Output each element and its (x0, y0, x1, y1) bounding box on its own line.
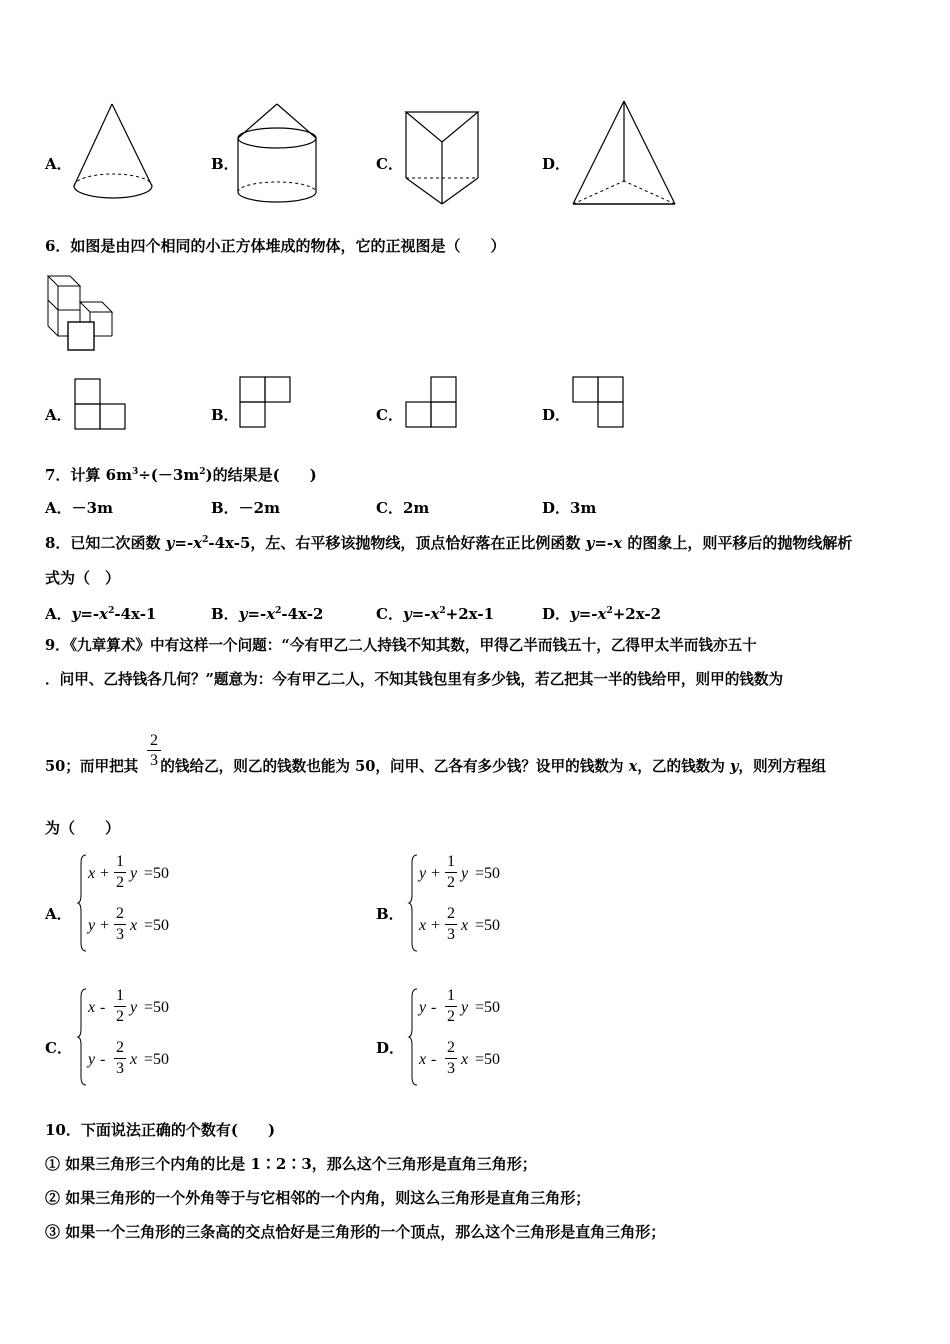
q5-option-b-label[interactable]: B． (211, 155, 239, 173)
left-brace-icon (409, 987, 419, 1087)
q9-option-a-label[interactable]: A． (45, 905, 72, 923)
q10-statement-1: ① 如果三角形三个内角的比是 1∶2∶3，那么这个三角形是直角三角形； (45, 1155, 537, 1173)
q9-option-c-system[interactable]: x - 1 2 y =50 y - 2 3 x =50 (78, 987, 218, 1087)
q8-option-a[interactable]: A．$y=-x^2-4x-1$ (45, 605, 157, 623)
triangular-pyramid-figure (567, 96, 682, 211)
q8-option-b[interactable]: B．$y=-x^2-4x-2$ (211, 605, 324, 623)
front-view-option-b (239, 376, 293, 431)
q9-stem-line4: 为（ ） (45, 819, 121, 837)
stacked-cubes-figure (44, 272, 119, 357)
front-view-option-d (572, 376, 626, 431)
q9-option-b-system[interactable]: y + 1 2 y =50 x + 2 3 x =50 (409, 853, 549, 953)
q9-fraction-two-thirds: 2 3 (147, 731, 161, 770)
q6-option-b-label[interactable]: B． (211, 406, 239, 424)
front-view-option-a (74, 378, 128, 433)
q6-option-c-label[interactable]: C． (376, 406, 403, 424)
front-view-option-c (405, 376, 459, 431)
q8-option-d[interactable]: D．$y=-x^2+2x-2$ (542, 605, 662, 623)
q9-option-d-label[interactable]: D． (376, 1039, 405, 1057)
q9-option-a-system[interactable]: x + 1 2 y =50 y + 2 3 x =50 (78, 853, 218, 953)
left-brace-icon (78, 987, 88, 1087)
q7-option-d[interactable]: D．3m (542, 499, 597, 517)
q5-option-a-label[interactable]: A． (45, 155, 72, 173)
q7-option-b[interactable]: B．－2m (211, 499, 280, 517)
q10-stem: 10．下面说法正确的个数有( ) (45, 1121, 276, 1139)
cone-on-cylinder-figure (235, 100, 325, 210)
q6-option-a-label[interactable]: A． (45, 406, 72, 424)
q9-stem-line3: 50；而甲把其 的钱给乙，则乙的钱数也能为 50，问甲、乙各有多少钱？设甲的钱数为 x，乙的钱数为 y，则列方程组 (45, 758, 826, 775)
q7-option-c[interactable]: C．2m (376, 499, 430, 517)
q9-stem-line1: 9．《九章算术》中有这样一个问题：“今有甲乙二人持钱不知其数，甲得乙半而钱五十，乙得甲太半而钱亦五十 (45, 637, 757, 654)
q9-option-c-label[interactable]: C． (45, 1039, 72, 1057)
q8-option-c[interactable]: C．$y=-x^2+2x-1$ (376, 605, 495, 623)
q6-option-d-label[interactable]: D． (542, 406, 571, 424)
triangular-prism-figure (402, 108, 487, 208)
q9-stem-line2: ．问甲、乙持钱各几何？”题意为：今有甲乙二人，不知其钱包里有多少钱，若乙把其一半的钱给甲，则甲的钱数为 (45, 671, 784, 688)
q5-option-c-label[interactable]: C． (376, 155, 403, 173)
cone-figure (70, 98, 160, 208)
q9-option-b-label[interactable]: B． (376, 905, 404, 923)
q6-stem: 6．如图是由四个相同的小正方体堆成的物体，它的正视图是（ ） (45, 237, 506, 255)
q9-option-d-system[interactable]: y - 1 2 y =50 x - 2 3 x =50 (409, 987, 549, 1087)
q8-stem-line2: 式为（ ） (45, 569, 121, 587)
q7-option-a[interactable]: A．－3m (45, 499, 113, 517)
q7-stem: 7．计算 $6m^3\div(-3m^2)$的结果是( ) (45, 466, 317, 484)
q5-option-d-label[interactable]: D． (542, 155, 571, 173)
q10-statement-2: ② 如果三角形的一个外角等于与它相邻的一个内角，则这么三角形是直角三角形； (45, 1189, 591, 1207)
q8-stem-line1: 8．已知二次函数 $y=-x^2-4x-5$，左、右平移该抛物线，顶点恰好落在正比例函数 y=-x 的图象上，则平移后的抛物线解析 (45, 534, 853, 552)
left-brace-icon (78, 853, 88, 953)
left-brace-icon (409, 853, 419, 953)
q10-statement-3: ③ 如果一个三角形的三条高的交点恰好是三角形的一个顶点，那么这个三角形是直角三角形； (45, 1223, 666, 1241)
